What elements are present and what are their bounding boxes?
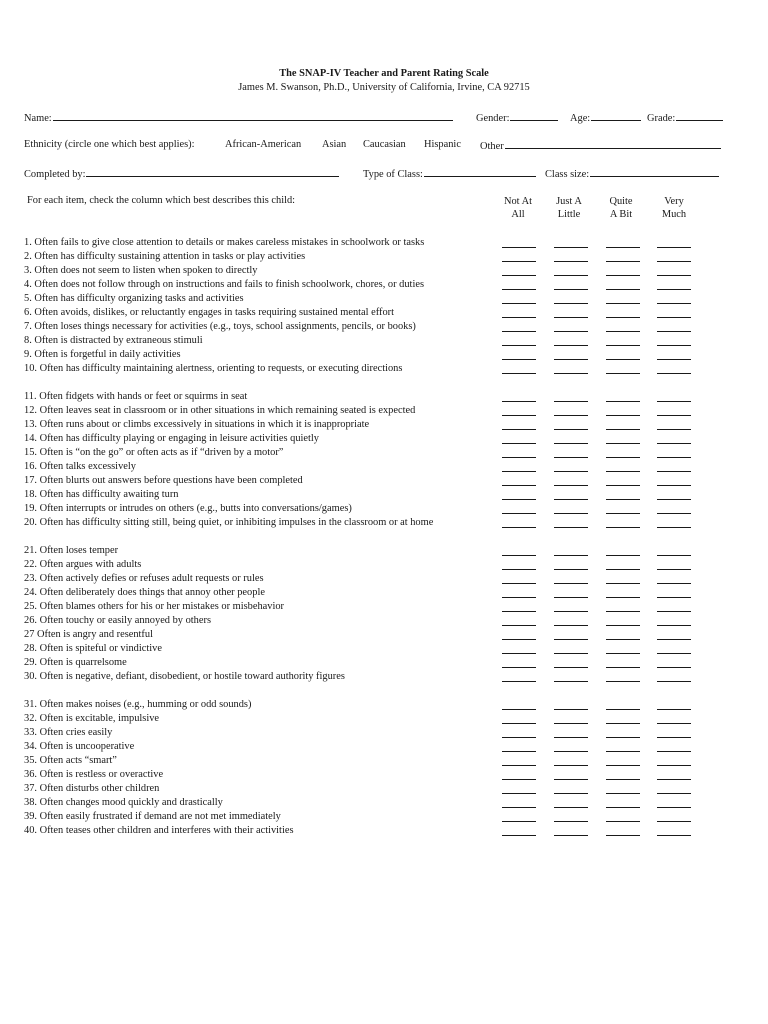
rating-blank-very-much[interactable] xyxy=(657,247,691,248)
rating-blank-just-a-little[interactable] xyxy=(554,317,588,318)
rating-item-text: 22. Often argues with adults xyxy=(24,559,142,570)
rating-blank-very-much[interactable] xyxy=(657,653,691,654)
rating-blank-very-much[interactable] xyxy=(657,681,691,682)
rating-blank-quite-a-bit[interactable] xyxy=(606,653,640,654)
rating-blank-not-at-all[interactable] xyxy=(502,415,536,416)
rating-item-text: 19. Often interrupts or intrudes on others (e.g., butts into conversations/games) xyxy=(24,503,352,514)
rating-blank-just-a-little[interactable] xyxy=(554,681,588,682)
rating-blank-quite-a-bit[interactable] xyxy=(606,499,640,500)
rating-item-text: 24. Often deliberately does things that annoy other people xyxy=(24,587,265,598)
rating-item-text: 27 Often is angry and resentful xyxy=(24,629,153,640)
rating-blank-quite-a-bit[interactable] xyxy=(606,751,640,752)
rating-item-text: 4. Often does not follow through on instructions and fails to finish schoolwork, chores, or duties xyxy=(24,279,424,290)
rating-blank-very-much[interactable] xyxy=(657,485,691,486)
rating-blank-just-a-little[interactable] xyxy=(554,667,588,668)
rating-blank-very-much[interactable] xyxy=(657,555,691,556)
rating-item-text: 29. Often is quarrelsome xyxy=(24,657,127,668)
rating-item-text: 9. Often is forgetful in daily activities xyxy=(24,349,181,360)
rating-blank-quite-a-bit[interactable] xyxy=(606,359,640,360)
rating-item-text: 20. Often has difficulty sitting still, being quiet, or inhibiting impulses in the classroom or at home xyxy=(24,517,434,528)
rating-blank-not-at-all[interactable] xyxy=(502,625,536,626)
age-blank[interactable] xyxy=(591,111,641,121)
rating-item-text: 40. Often teases other children and interferes with their activities xyxy=(24,825,294,836)
class-size-blank[interactable] xyxy=(590,167,719,177)
column-header-quite-a-bit xyxy=(596,195,646,221)
rating-blank-not-at-all[interactable] xyxy=(502,667,536,668)
rating-blank-not-at-all[interactable] xyxy=(502,737,536,738)
age-label: Age: xyxy=(570,113,591,124)
rating-blank-very-much[interactable] xyxy=(657,611,691,612)
rating-blank-just-a-little[interactable] xyxy=(554,345,588,346)
rating-blank-quite-a-bit[interactable] xyxy=(606,639,640,640)
rating-blank-quite-a-bit[interactable] xyxy=(606,555,640,556)
rating-blank-very-much[interactable] xyxy=(657,331,691,332)
rating-blank-not-at-all[interactable] xyxy=(502,247,536,248)
rating-item-text: 32. Often is excitable, impulsive xyxy=(24,713,160,724)
rating-blank-very-much[interactable] xyxy=(657,289,691,290)
rating-blank-quite-a-bit[interactable] xyxy=(606,415,640,416)
rating-blank-not-at-all[interactable] xyxy=(502,583,536,584)
rating-blank-not-at-all[interactable] xyxy=(502,527,536,528)
grade-blank[interactable] xyxy=(676,111,723,121)
rating-blank-just-a-little[interactable] xyxy=(554,443,588,444)
rating-blank-very-much[interactable] xyxy=(657,275,691,276)
rating-blank-very-much[interactable] xyxy=(657,807,691,808)
rating-blank-quite-a-bit[interactable] xyxy=(606,681,640,682)
rating-blank-not-at-all[interactable] xyxy=(502,429,536,430)
other-field[interactable] xyxy=(480,139,721,152)
rating-blank-quite-a-bit[interactable] xyxy=(606,597,640,598)
rating-item-text: 16. Often talks excessively xyxy=(24,461,136,472)
column-header-line2: Little xyxy=(557,209,581,220)
rating-item-text: 2. Often has difficulty sustaining attention in tasks or play activities xyxy=(24,251,306,262)
rating-blank-very-much[interactable] xyxy=(657,359,691,360)
rating-blank-quite-a-bit[interactable] xyxy=(606,247,640,248)
rating-blank-very-much[interactable] xyxy=(657,625,691,626)
rating-blank-quite-a-bit[interactable] xyxy=(606,569,640,570)
rating-blank-quite-a-bit[interactable] xyxy=(606,821,640,822)
rating-blank-just-a-little[interactable] xyxy=(554,625,588,626)
rating-blank-quite-a-bit[interactable] xyxy=(606,527,640,528)
rating-blank-not-at-all[interactable] xyxy=(502,597,536,598)
rating-item-text: 6. Often avoids, dislikes, or reluctantly engages in tasks requiring sustained mental effort xyxy=(24,307,395,318)
rating-blank-just-a-little[interactable] xyxy=(554,653,588,654)
rating-item-text: 12. Often leaves seat in classroom or in other situations in which remaining seated is expected xyxy=(24,405,416,416)
name-blank[interactable] xyxy=(53,111,453,121)
rating-blank-not-at-all[interactable] xyxy=(502,835,536,836)
rating-blank-very-much[interactable] xyxy=(657,443,691,444)
rating-blank-not-at-all[interactable] xyxy=(502,317,536,318)
rating-blank-very-much[interactable] xyxy=(657,373,691,374)
column-header-line1: Just A xyxy=(556,196,582,207)
rating-blank-not-at-all[interactable] xyxy=(502,359,536,360)
rating-blank-not-at-all[interactable] xyxy=(502,611,536,612)
column-header-line1: Not At xyxy=(503,196,532,207)
grade-label: Grade: xyxy=(647,113,676,124)
rating-blank-very-much[interactable] xyxy=(657,793,691,794)
rating-blank-quite-a-bit[interactable] xyxy=(606,373,640,374)
gender-blank[interactable] xyxy=(510,111,558,121)
rating-blank-very-much[interactable] xyxy=(657,401,691,402)
rating-blank-very-much[interactable] xyxy=(657,751,691,752)
rating-item-text: 13. Often runs about or climbs excessively in situations in which it is inappropriate xyxy=(24,419,370,430)
type-of-class-field[interactable] xyxy=(363,167,536,180)
rating-item-text: 10. Often has difficulty maintaining alertness, orienting to requests, or executing directions xyxy=(24,363,403,374)
rating-blank-just-a-little[interactable] xyxy=(554,359,588,360)
rating-blank-just-a-little[interactable] xyxy=(554,499,588,500)
rating-blank-quite-a-bit[interactable] xyxy=(606,485,640,486)
rating-blank-just-a-little[interactable] xyxy=(554,765,588,766)
rating-blank-quite-a-bit[interactable] xyxy=(606,583,640,584)
rating-blank-just-a-little[interactable] xyxy=(554,709,588,710)
rating-blank-not-at-all[interactable] xyxy=(502,653,536,654)
rating-blank-very-much[interactable] xyxy=(657,765,691,766)
rating-blank-quite-a-bit[interactable] xyxy=(606,793,640,794)
rating-blank-very-much[interactable] xyxy=(657,597,691,598)
rating-blank-very-much[interactable] xyxy=(657,429,691,430)
rating-blank-not-at-all[interactable] xyxy=(502,457,536,458)
rating-item-text: 7. Often loses things necessary for activities (e.g., toys, school assignments, pencils, or books) xyxy=(24,321,416,332)
column-header-not-at-all xyxy=(493,195,543,221)
rating-item-text: 35. Often acts “smart” xyxy=(24,755,117,766)
completed-by-field[interactable] xyxy=(24,167,339,180)
column-header-line1: Quite xyxy=(609,196,633,207)
rating-blank-quite-a-bit[interactable] xyxy=(606,457,640,458)
rating-blank-quite-a-bit[interactable] xyxy=(606,303,640,304)
rating-item-text: 25. Often blames others for his or her mistakes or misbehavior xyxy=(24,601,284,612)
rating-blank-just-a-little[interactable] xyxy=(554,471,588,472)
rating-blank-just-a-little[interactable] xyxy=(554,429,588,430)
type-of-class-label: Type of Class: xyxy=(363,169,423,180)
rating-blank-very-much[interactable] xyxy=(657,583,691,584)
rating-blank-quite-a-bit[interactable] xyxy=(606,261,640,262)
rating-blank-just-a-little[interactable] xyxy=(554,569,588,570)
rating-blank-not-at-all[interactable] xyxy=(502,569,536,570)
name-label: Name: xyxy=(24,113,52,124)
rating-blank-not-at-all[interactable] xyxy=(502,471,536,472)
other-blank[interactable] xyxy=(505,139,721,149)
form-title: The SNAP-IV Teacher and Parent Rating Scale xyxy=(279,68,489,79)
completed-by-blank[interactable] xyxy=(86,167,339,177)
rating-item-text: 26. Often touchy or easily annoyed by others xyxy=(24,615,211,626)
form-subtitle: James M. Swanson, Ph.D., University of California, Irvine, CA 92715 xyxy=(238,82,530,93)
rating-item-text: 28. Often is spiteful or vindictive xyxy=(24,643,162,654)
rating-blank-not-at-all[interactable] xyxy=(502,765,536,766)
name-field[interactable] xyxy=(24,111,453,124)
rating-blank-very-much[interactable] xyxy=(657,457,691,458)
rating-blank-not-at-all[interactable] xyxy=(502,261,536,262)
rating-blank-quite-a-bit[interactable] xyxy=(606,625,640,626)
rating-blank-not-at-all[interactable] xyxy=(502,345,536,346)
rating-blank-not-at-all[interactable] xyxy=(502,513,536,514)
rating-blank-quite-a-bit[interactable] xyxy=(606,807,640,808)
rating-blank-just-a-little[interactable] xyxy=(554,457,588,458)
rating-blank-just-a-little[interactable] xyxy=(554,401,588,402)
rating-blank-not-at-all[interactable] xyxy=(502,401,536,402)
rating-blank-very-much[interactable] xyxy=(657,569,691,570)
rating-blank-just-a-little[interactable] xyxy=(554,723,588,724)
rating-blank-quite-a-bit[interactable] xyxy=(606,835,640,836)
rating-item-text: 15. Often is “on the go” or often acts as if “driven by a motor” xyxy=(24,447,284,458)
rating-blank-very-much[interactable] xyxy=(657,415,691,416)
column-header-line2: All xyxy=(511,209,525,220)
rating-blank-not-at-all[interactable] xyxy=(502,807,536,808)
rating-blank-just-a-little[interactable] xyxy=(554,611,588,612)
rating-blank-just-a-little[interactable] xyxy=(554,415,588,416)
rating-item-text: 31. Often makes noises (e.g., humming or odd sounds) xyxy=(24,699,252,710)
type-of-class-blank[interactable] xyxy=(424,167,536,177)
ethnicity-option-caucasian[interactable]: Caucasian xyxy=(363,139,406,150)
rating-item-text: 8. Often is distracted by extraneous stimuli xyxy=(24,335,203,346)
rating-item-text: 5. Often has difficulty organizing tasks and activities xyxy=(24,293,244,304)
grade-field[interactable] xyxy=(647,111,723,124)
ethnicity-option-african-american[interactable]: African-American xyxy=(225,139,302,150)
rating-item-text: 17. Often blurts out answers before questions have been completed xyxy=(24,475,303,486)
rating-item-text: 37. Often disturbs other children xyxy=(24,783,160,794)
rating-blank-not-at-all[interactable] xyxy=(502,275,536,276)
rating-blank-just-a-little[interactable] xyxy=(554,835,588,836)
rating-blank-not-at-all[interactable] xyxy=(502,289,536,290)
rating-item-text: 30. Often is negative, defiant, disobedient, or hostile toward authority figures xyxy=(24,671,345,682)
rating-blank-not-at-all[interactable] xyxy=(502,793,536,794)
rating-blank-very-much[interactable] xyxy=(657,779,691,780)
rating-blank-quite-a-bit[interactable] xyxy=(606,317,640,318)
rating-item-text: 23. Often actively defies or refuses adult requests or rules xyxy=(24,573,264,584)
rating-blank-just-a-little[interactable] xyxy=(554,751,588,752)
rating-blank-not-at-all[interactable] xyxy=(502,681,536,682)
rating-item-text: 39. Often easily frustrated if demand are not met immediately xyxy=(24,811,281,822)
rating-blank-not-at-all[interactable] xyxy=(502,821,536,822)
rating-blank-just-a-little[interactable] xyxy=(554,485,588,486)
rating-blank-quite-a-bit[interactable] xyxy=(606,331,640,332)
rating-blank-quite-a-bit[interactable] xyxy=(606,443,640,444)
rating-blank-quite-a-bit[interactable] xyxy=(606,667,640,668)
rating-blank-just-a-little[interactable] xyxy=(554,639,588,640)
rating-blank-quite-a-bit[interactable] xyxy=(606,471,640,472)
rating-blank-not-at-all[interactable] xyxy=(502,709,536,710)
rating-blank-very-much[interactable] xyxy=(657,835,691,836)
rating-blank-quite-a-bit[interactable] xyxy=(606,723,640,724)
rating-blank-very-much[interactable] xyxy=(657,317,691,318)
rating-blank-not-at-all[interactable] xyxy=(502,639,536,640)
column-header-line1: Very xyxy=(664,196,684,207)
rating-blank-very-much[interactable] xyxy=(657,261,691,262)
instructions: For each item, check the column which best describes this child: xyxy=(27,195,296,206)
column-header-just-a-little xyxy=(544,195,594,221)
ethnicity-option-asian[interactable]: Asian xyxy=(322,139,347,150)
rating-blank-just-a-little[interactable] xyxy=(554,247,588,248)
rating-item-text: 3. Often does not seem to listen when spoken to directly xyxy=(24,265,258,276)
rating-blank-not-at-all[interactable] xyxy=(502,751,536,752)
rating-blank-very-much[interactable] xyxy=(657,821,691,822)
gender-label: Gender: xyxy=(476,113,510,124)
rating-blank-just-a-little[interactable] xyxy=(554,303,588,304)
class-size-field[interactable] xyxy=(545,167,719,180)
rating-item-text: 34. Often is uncooperative xyxy=(24,741,135,752)
rating-blank-quite-a-bit[interactable] xyxy=(606,779,640,780)
column-header-line2: Much xyxy=(661,209,687,220)
rating-blank-just-a-little[interactable] xyxy=(554,289,588,290)
ethnicity-label: Ethnicity (circle one which best applies): xyxy=(24,139,195,150)
gender-field[interactable] xyxy=(476,111,558,124)
rating-blank-very-much[interactable] xyxy=(657,471,691,472)
rating-blank-not-at-all[interactable] xyxy=(502,331,536,332)
class-size-label: Class size: xyxy=(545,169,590,180)
rating-blank-very-much[interactable] xyxy=(657,303,691,304)
rating-blank-quite-a-bit[interactable] xyxy=(606,737,640,738)
rating-item-text: 21. Often loses temper xyxy=(24,545,119,556)
rating-blank-very-much[interactable] xyxy=(657,737,691,738)
rating-blank-quite-a-bit[interactable] xyxy=(606,345,640,346)
rating-blank-very-much[interactable] xyxy=(657,667,691,668)
age-field[interactable] xyxy=(570,111,641,124)
rating-blank-very-much[interactable] xyxy=(657,513,691,514)
rating-blank-very-much[interactable] xyxy=(657,345,691,346)
rating-blank-just-a-little[interactable] xyxy=(554,583,588,584)
completed-by-label: Completed by: xyxy=(24,169,86,180)
rating-blank-just-a-little[interactable] xyxy=(554,793,588,794)
rating-blank-just-a-little[interactable] xyxy=(554,555,588,556)
rating-blank-very-much[interactable] xyxy=(657,709,691,710)
rating-blank-not-at-all[interactable] xyxy=(502,443,536,444)
rating-item-text: 38. Often changes mood quickly and drastically xyxy=(24,797,223,808)
column-header-very-much xyxy=(649,195,699,221)
rating-item-text: 36. Often is restless or overactive xyxy=(24,769,164,780)
rating-blank-just-a-little[interactable] xyxy=(554,275,588,276)
rating-blank-quite-a-bit[interactable] xyxy=(606,275,640,276)
rating-blank-not-at-all[interactable] xyxy=(502,723,536,724)
column-header-line2: A Bit xyxy=(609,209,633,220)
rating-blank-not-at-all[interactable] xyxy=(502,555,536,556)
rating-blank-just-a-little[interactable] xyxy=(554,261,588,262)
rating-blank-quite-a-bit[interactable] xyxy=(606,429,640,430)
rating-blank-quite-a-bit[interactable] xyxy=(606,289,640,290)
ethnicity-option-hispanic[interactable]: Hispanic xyxy=(424,139,461,150)
rating-blank-very-much[interactable] xyxy=(657,723,691,724)
rating-item-text: 18. Often has difficulty awaiting turn xyxy=(24,489,179,500)
rating-item-text: 33. Often cries easily xyxy=(24,727,113,738)
rating-blank-very-much[interactable] xyxy=(657,527,691,528)
rating-item-text: 11. Often fidgets with hands or feet or squirms in seat xyxy=(24,391,248,402)
rating-item-text: 14. Often has difficulty playing or engaging in leisure activities quietly xyxy=(24,433,320,444)
rating-blank-quite-a-bit[interactable] xyxy=(606,709,640,710)
rating-blank-quite-a-bit[interactable] xyxy=(606,513,640,514)
rating-blank-just-a-little[interactable] xyxy=(554,779,588,780)
rating-blank-quite-a-bit[interactable] xyxy=(606,401,640,402)
rating-blank-very-much[interactable] xyxy=(657,639,691,640)
rating-blank-quite-a-bit[interactable] xyxy=(606,765,640,766)
rating-blank-not-at-all[interactable] xyxy=(502,303,536,304)
rating-blank-just-a-little[interactable] xyxy=(554,513,588,514)
rating-blank-not-at-all[interactable] xyxy=(502,485,536,486)
rating-blank-not-at-all[interactable] xyxy=(502,779,536,780)
rating-blank-very-much[interactable] xyxy=(657,499,691,500)
rating-blank-just-a-little[interactable] xyxy=(554,807,588,808)
rating-blank-quite-a-bit[interactable] xyxy=(606,611,640,612)
rating-blank-just-a-little[interactable] xyxy=(554,373,588,374)
rating-item-text: 1. Often fails to give close attention to details or makes careless mistakes in schoolwork or tasks xyxy=(24,237,425,248)
rating-blank-not-at-all[interactable] xyxy=(502,373,536,374)
rating-blank-not-at-all[interactable] xyxy=(502,499,536,500)
rating-blank-just-a-little[interactable] xyxy=(554,821,588,822)
rating-blank-just-a-little[interactable] xyxy=(554,331,588,332)
rating-blank-just-a-little[interactable] xyxy=(554,737,588,738)
other-label: Other xyxy=(480,141,504,152)
rating-blank-just-a-little[interactable] xyxy=(554,527,588,528)
rating-blank-just-a-little[interactable] xyxy=(554,597,588,598)
